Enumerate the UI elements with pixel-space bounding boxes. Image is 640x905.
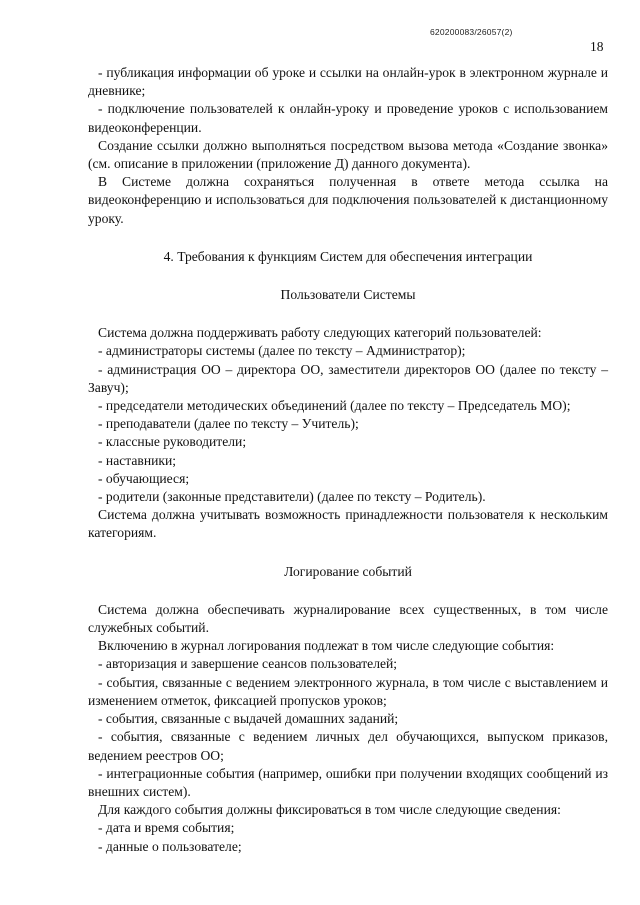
list-item: - данные о пользователе; xyxy=(98,838,242,854)
section-heading: 4. Требования к функциям Систем для обеспечения интеграции xyxy=(163,248,533,264)
subsection-heading-logging: Логирование событий xyxy=(284,563,412,579)
list-item: - дата и время события; xyxy=(98,820,235,836)
paragraph: Создание ссылки должно выполняться посредством вызова метода «Создание звонка» (см. описание в приложении (приложение Д) данного документа). xyxy=(88,137,608,172)
list-item: - наставники; xyxy=(98,452,177,468)
subsection-heading-users: Пользователи Системы xyxy=(280,287,416,303)
list-item: - события, связанные с ведением электронного журнала, в том числе с выставлением и изменением отметок, фиксацией пропусков уроков; xyxy=(88,674,608,708)
page-number: 18 xyxy=(590,39,604,54)
list-item: - преподаватели (далее по тексту – Учитель); xyxy=(98,416,359,432)
list-item: - администрация ОО – директора ОО, заместители директоров ОО (далее по тексту – Завуч); xyxy=(88,361,608,395)
paragraph: В Системе должна сохраняться полученная в ответе метода ссылка на видеоконференцию и использоваться для подключения пользователей к дистанционному уроку. xyxy=(88,174,608,226)
paragraph: Система должна учитывать возможность принадлежности пользователя к нескольким категориям. xyxy=(88,507,608,541)
list-item: - обучающиеся; xyxy=(98,470,190,486)
list-item: - события, связанные с ведением личных дел обучающихся, выпуском приказов, ведением реестров ОО; xyxy=(88,729,608,763)
list-item: - родители (законные представители) (далее по тексту – Родитель). xyxy=(98,489,486,505)
paragraph: Система должна обеспечивать журналирование всех существенных, в том числе служебных событий. xyxy=(88,601,608,636)
list-item: - интеграционные события (например, ошибки при получении входящих сообщений из внешних систем). xyxy=(88,765,608,799)
list-item: - администраторы системы (далее по тексту – Администратор); xyxy=(98,343,466,359)
paragraph: - подключение пользователей к онлайн-уроку и проведение уроков с использованием видеоконференции. xyxy=(88,101,608,135)
paragraph: Включению в журнал логирования подлежат в том числе следующие события: xyxy=(98,638,555,654)
document-code: 620200083/26057(2) xyxy=(430,27,513,37)
page-body xyxy=(88,64,608,856)
list-item: - председатели методических объединений (далее по тексту – Председатель МО); xyxy=(98,398,571,414)
list-item: - классные руководители; xyxy=(98,434,247,450)
paragraph: - публикация информации об уроке и ссылки на онлайн-урок в электронном журнале и дневнике; xyxy=(88,65,608,99)
list-item: - события, связанные с выдачей домашних заданий; xyxy=(98,711,399,727)
list-item: - авторизация и завершение сеансов пользователей; xyxy=(98,656,398,672)
paragraph: Для каждого события должны фиксироваться в том числе следующие сведения: xyxy=(98,802,561,818)
paragraph: Система должна поддерживать работу следующих категорий пользователей: xyxy=(98,325,542,341)
